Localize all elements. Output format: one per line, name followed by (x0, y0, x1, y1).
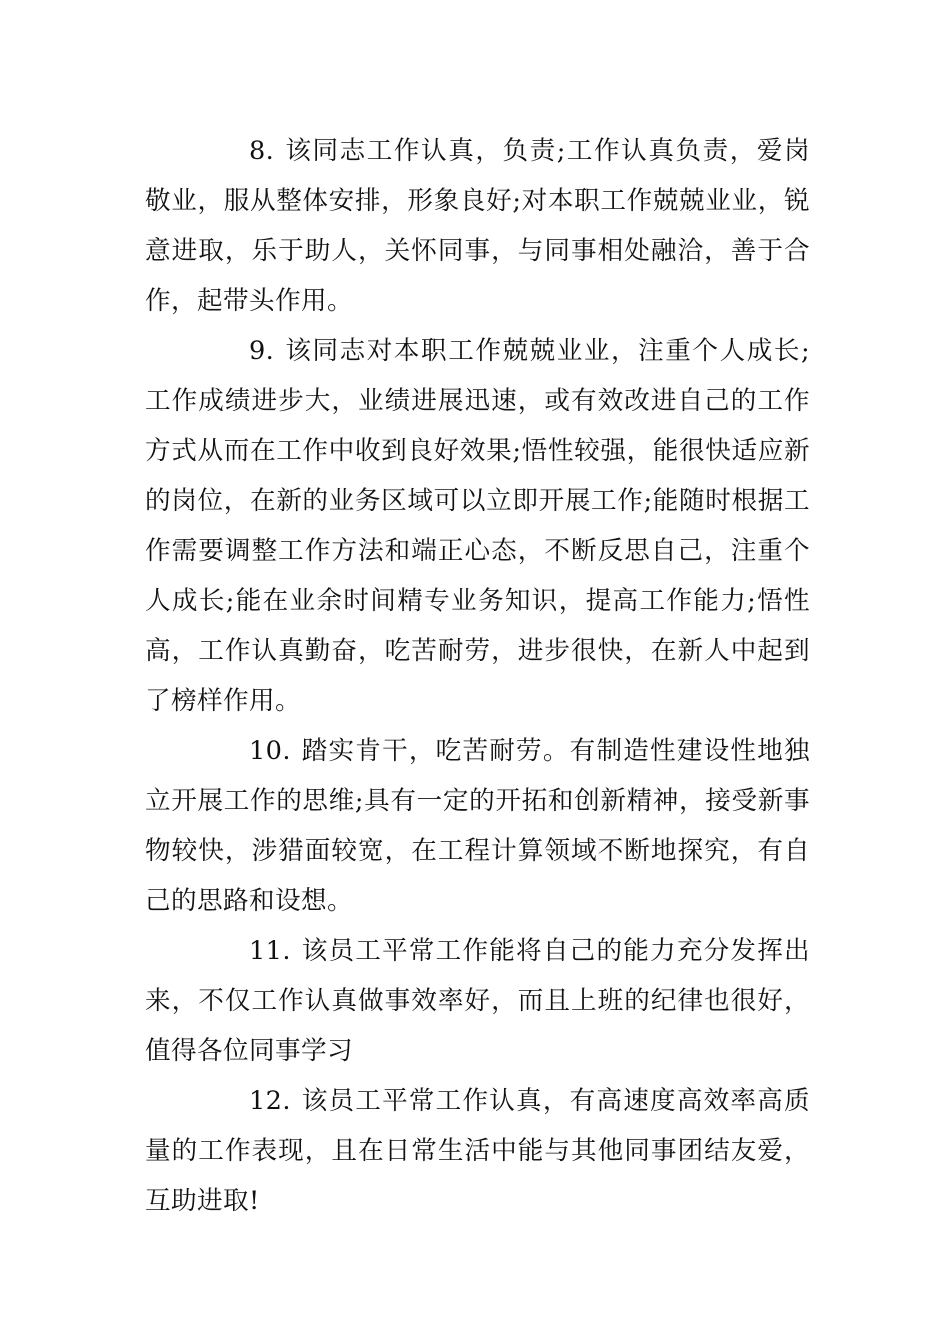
paragraph-number: 9. (249, 336, 275, 366)
paragraph-text: 踏实肯干，吃苦耐劳。有制造性建设性地独立开展工作的思维;具有一定的开拓和创新精神，接受新事物较快，涉猎面较宽，在工程计算领域不断地探究，有自己的思路和设想。 (145, 736, 810, 916)
paragraph-number: 11. (249, 936, 291, 966)
paragraph-text: 该同志工作认真，负责;工作认真负责，爱岗敬业，服从整体安排，形象良好;对本职工作兢兢业业，锐意进取，乐于助人，关怀同事，与同事相处融洽，善于合作，起带头作用。 (145, 136, 810, 316)
paragraph-8 (145, 126, 810, 326)
paragraph-text: 该同志对本职工作兢兢业业，注重个人成长;工作成绩进步大，业绩进展迅速，或有效改进自己的工作方式从而在工作中收到良好效果;悟性较强，能很快适应新的岗位，在新的业务区域可以立即开展工作;能随时根据工作需要调整工作方法和端正心态，不断反思自己，注重个人成长;能在业余时间精专业务知识，提高工作能力;悟性高，工作认真勤奋，吃苦耐劳，进步很快，在新人中起到了榜样作用。 (145, 336, 810, 716)
paragraph-11 (145, 926, 810, 1076)
document-body (145, 126, 810, 1226)
paragraph-10 (145, 726, 810, 926)
paragraph-12 (145, 1076, 810, 1226)
paragraph-number: 8. (249, 136, 275, 166)
paragraph-number: 10. (249, 736, 291, 766)
paragraph-text: 该员工平常工作能将自己的能力充分发挥出来，不仅工作认真做事效率好，而且上班的纪律也很好，值得各位同事学习 (145, 936, 810, 1066)
paragraph-number: 12. (249, 1086, 291, 1116)
paragraph-text: 该员工平常工作认真，有高速度高效率高质量的工作表现，且在日常生活中能与其他同事团结友爱，互助进取! (145, 1086, 810, 1216)
paragraph-9 (145, 326, 810, 726)
